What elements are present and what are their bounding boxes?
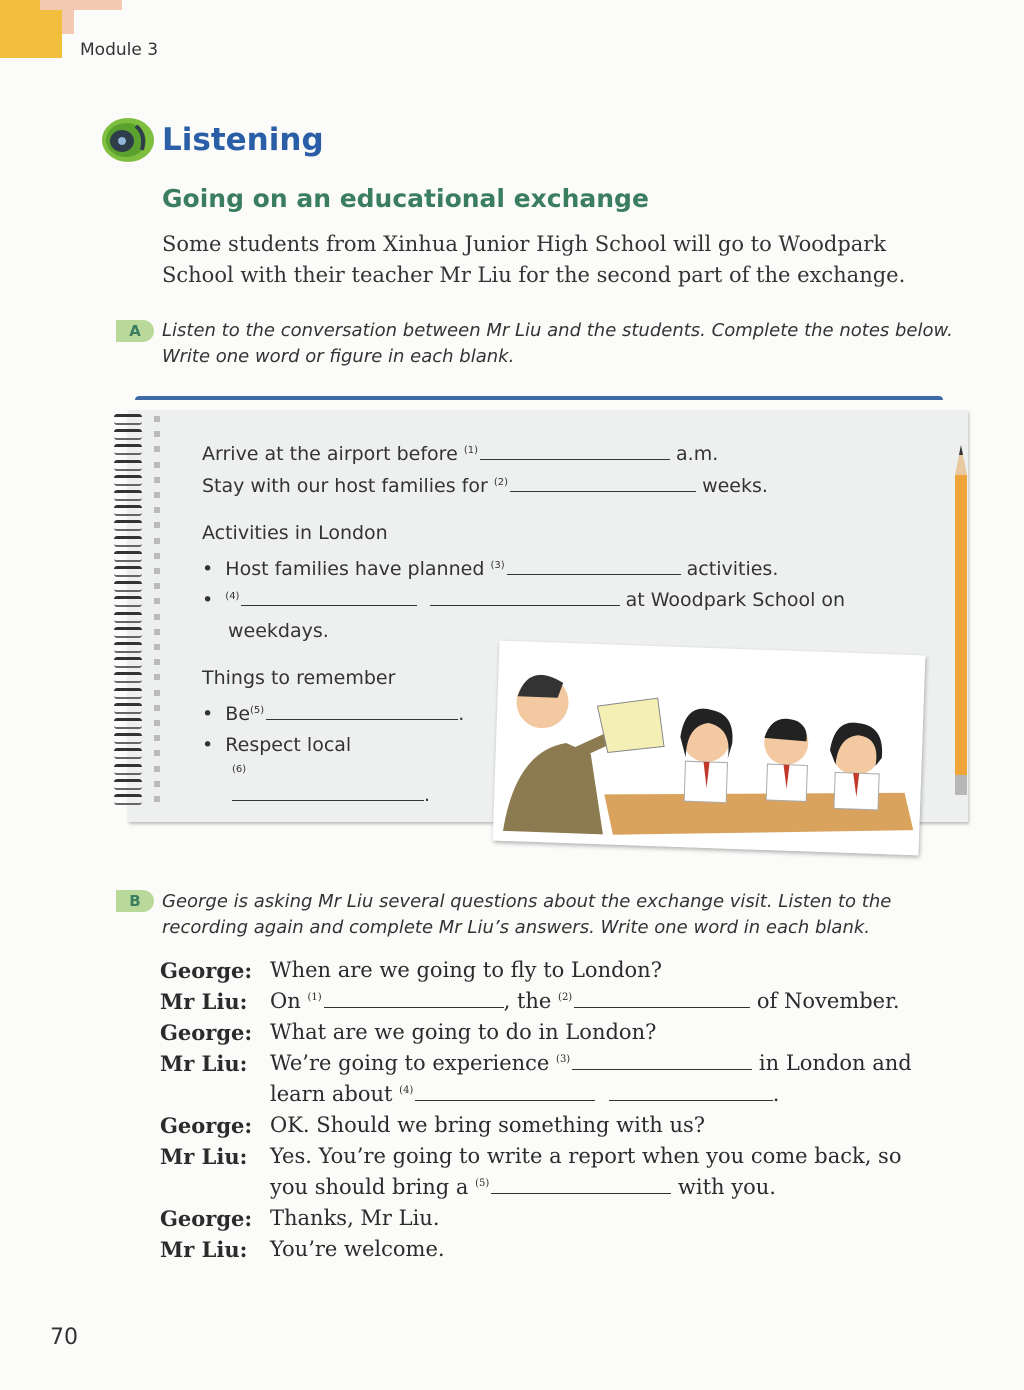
- speaker: Mr Liu:: [160, 989, 248, 1014]
- part-b-instruction: George is asking Mr Liu several questions about the exchange visit. Listen to the recording again and complete Mr Liu’s answers. Write one word in each blank.: [162, 891, 892, 938]
- note-line-1: Arrive at the airport before $^{(1)}$ a.m.: [202, 443, 719, 465]
- dialogue-blank-4a[interactable]: [415, 1100, 595, 1101]
- blank-5[interactable]: [266, 719, 458, 720]
- dialogue-blank-5[interactable]: [491, 1193, 671, 1194]
- spiral-hole: [154, 796, 160, 802]
- line-text: you should bring a $^{(5)}$ with you.: [270, 1175, 776, 1199]
- note-bullet-3: • Be$^{(5)}$ .: [202, 703, 465, 725]
- spiral-ring: [114, 414, 142, 425]
- spiral-hole: [154, 583, 160, 589]
- notebook-spiral: [114, 410, 154, 810]
- note-bullet-4-blank: $^{(6)}$ .: [232, 763, 431, 806]
- line-text: OK. Should we bring something with us?: [270, 1113, 706, 1137]
- spiral-ring: [114, 672, 142, 683]
- spiral-hole: [154, 553, 160, 559]
- blank-1[interactable]: [480, 459, 670, 460]
- spiral-ring: [114, 794, 142, 805]
- dialogue-blank-2[interactable]: [574, 1007, 750, 1008]
- dialogue-blank-3[interactable]: [572, 1069, 752, 1070]
- note-line-2: Stay with our host families for $^{(2)}$ weeks.: [202, 475, 768, 497]
- spiral-hole: [154, 614, 160, 620]
- dialogue-blank-1[interactable]: [324, 1007, 504, 1008]
- line-text: You’re welcome.: [270, 1237, 445, 1261]
- spiral-hole: [154, 538, 160, 544]
- blank-2[interactable]: [510, 491, 696, 492]
- spiral-hole: [154, 781, 160, 787]
- spiral-hole: [154, 644, 160, 650]
- blank-4b[interactable]: [430, 605, 620, 606]
- spiral-hole: [154, 416, 160, 422]
- spiral-ring: [114, 657, 142, 668]
- spiral-ring: [114, 444, 142, 455]
- line-text: We’re going to experience $^{(3)}$ in London and: [270, 1051, 912, 1075]
- line-text: When are we going to fly to London?: [270, 958, 662, 982]
- spiral-hole: [154, 477, 160, 483]
- line-text: learn about $^{(4)}$ .: [270, 1082, 780, 1106]
- line-text: Thanks, Mr Liu.: [270, 1206, 440, 1230]
- dialogue-blank-4b[interactable]: [609, 1100, 773, 1101]
- spiral-ring: [114, 642, 142, 653]
- blank-6[interactable]: [232, 800, 424, 801]
- speaker: Mr Liu:: [160, 1051, 248, 1076]
- spiral-ring: [114, 612, 142, 623]
- spiral-ring: [114, 596, 142, 607]
- speaker: Mr Liu:: [160, 1144, 248, 1169]
- spiral-hole: [154, 507, 160, 513]
- intro-text: Some students from Xinhua Junior High School will go to Woodpark School with their teacher Mr Liu for the second part of the exchange.: [162, 232, 906, 287]
- spiral-ring: [114, 688, 142, 699]
- teacher-students-illustration: [493, 641, 926, 856]
- part-b-badge: B: [116, 890, 154, 912]
- spiral-ring: [114, 566, 142, 577]
- headphones-disc-icon: [100, 114, 156, 164]
- note-bullet-2-cont: weekdays.: [228, 620, 329, 642]
- spiral-hole: [154, 735, 160, 741]
- spiral-hole: [154, 462, 160, 468]
- spiral-ring: [114, 490, 142, 501]
- blank-4a[interactable]: [241, 605, 417, 606]
- spiral-hole: [154, 766, 160, 772]
- note-bullet-1: • Host families have planned $^{(3)}$ activities.: [202, 558, 779, 580]
- spiral-ring: [114, 520, 142, 531]
- illustration-drawing: [493, 641, 926, 856]
- spiral-hole: [154, 522, 160, 528]
- spiral-hole: [154, 446, 160, 452]
- spiral-ring: [114, 475, 142, 486]
- spiral-ring: [114, 627, 142, 638]
- line-text: On $^{(1)}$ , the $^{(2)}$ of November.: [270, 989, 900, 1013]
- spiral-hole: [154, 720, 160, 726]
- line-text: Yes. You’re going to write a report when you come back, so: [270, 1144, 902, 1168]
- spiral-ring: [114, 536, 142, 547]
- activities-heading: Activities in London: [202, 522, 388, 544]
- subtitle: Going on an educational exchange: [162, 184, 649, 213]
- spiral-hole: [154, 568, 160, 574]
- spiral-ring: [114, 748, 142, 759]
- speaker: George:: [160, 1206, 253, 1231]
- speaker: George:: [160, 958, 253, 983]
- section-title: Listening: [162, 122, 324, 158]
- spiral-hole: [154, 629, 160, 635]
- spiral-hole: [154, 431, 160, 437]
- spiral-hole: [154, 750, 160, 756]
- speaker: Mr Liu:: [160, 1237, 248, 1262]
- spiral-ring: [114, 764, 142, 775]
- spiral-ring: [114, 718, 142, 729]
- part-a-badge: A: [116, 320, 154, 342]
- spiral-ring: [114, 460, 142, 471]
- speaker: George:: [160, 1020, 253, 1045]
- line-text: What are we going to do in London?: [270, 1020, 657, 1044]
- note-bullet-2: • $^{(4)}$ at Woodpark School on: [202, 589, 846, 611]
- page-number: 70: [50, 1325, 78, 1350]
- spiral-hole: [154, 690, 160, 696]
- spiral-ring: [114, 505, 142, 516]
- spiral-hole: [154, 659, 160, 665]
- module-label: Module 3: [80, 40, 159, 60]
- spiral-ring: [114, 703, 142, 714]
- spiral-ring: [114, 429, 142, 440]
- spiral-hole: [154, 492, 160, 498]
- blank-3[interactable]: [507, 574, 681, 575]
- pencil-icon: [954, 445, 968, 795]
- corner-decoration-stripe: [40, 0, 122, 10]
- spiral-ring: [114, 733, 142, 744]
- spiral-hole: [154, 598, 160, 604]
- spiral-hole: [154, 705, 160, 711]
- corner-decoration-stripe-2: [62, 10, 74, 34]
- part-a-instruction: Listen to the conversation between Mr Liu and the students. Complete the notes below. Write one word or figure in each blank.: [162, 320, 953, 367]
- speaker: George:: [160, 1113, 253, 1138]
- spiral-ring: [114, 779, 142, 790]
- spiral-ring: [114, 581, 142, 592]
- spiral-hole: [154, 674, 160, 680]
- note-bullet-4: • Respect local: [202, 734, 352, 756]
- remember-heading: Things to remember: [202, 667, 396, 689]
- spiral-ring: [114, 551, 142, 562]
